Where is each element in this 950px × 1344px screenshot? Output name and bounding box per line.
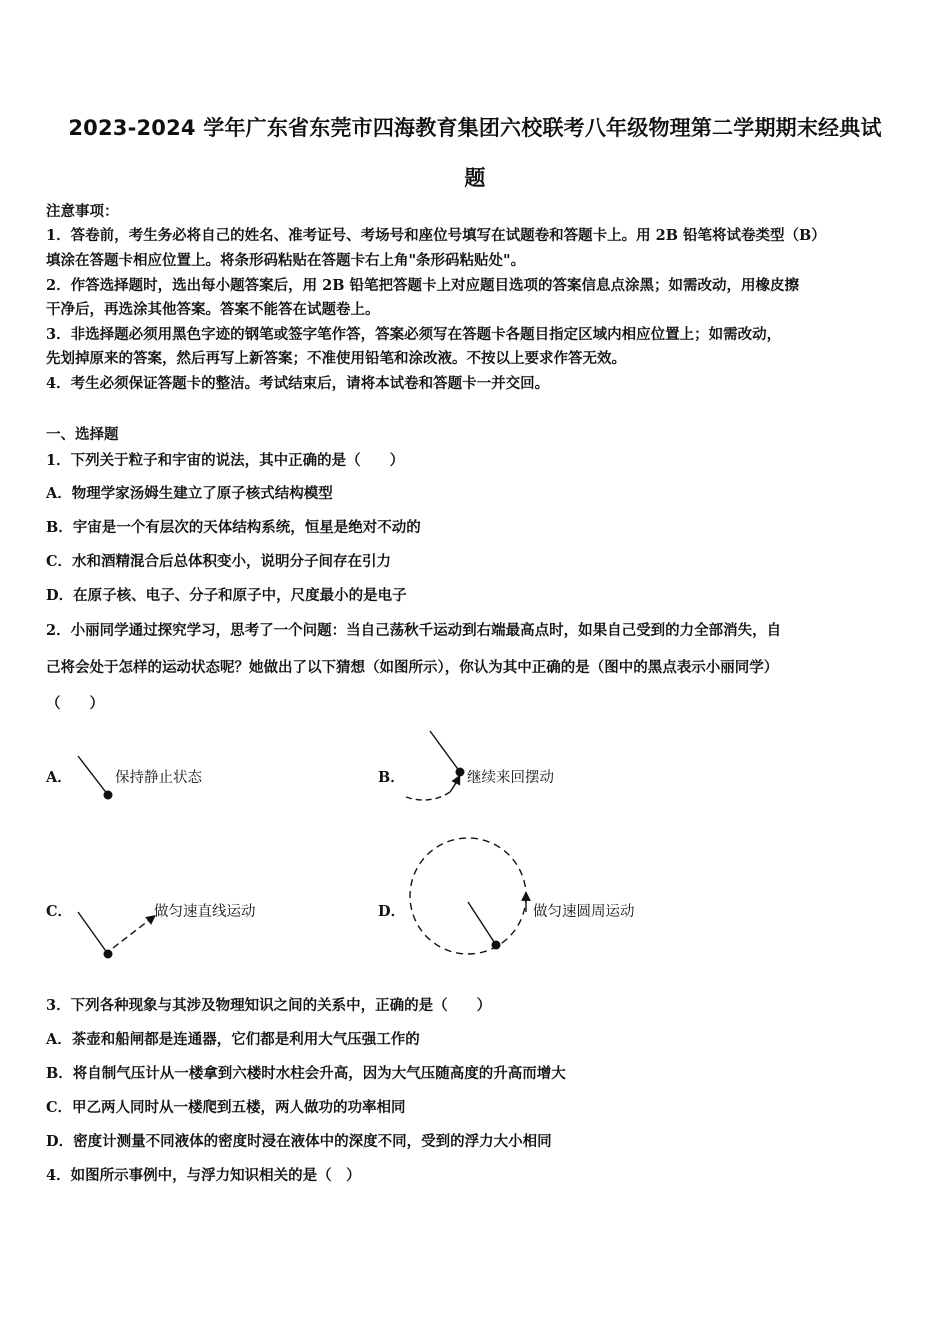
notice-heading: 注意事项： [46,203,119,220]
q2-option-d-caption: 做匀速圆周运动 [533,904,635,920]
option-b-dashed-arc [406,792,450,800]
option-c-string [78,912,108,954]
option-d-string [468,902,496,945]
notice-line: 干净后，再选涂其他答案。答案不能答在试题卷上。 [46,301,380,318]
option-d-pendulum-diagram [410,838,526,954]
q1-option-a: A．物理学家汤姆生建立了原子核式结构模型 [46,485,333,502]
q3-option-d: D．密度计测量不同液体的密度时浸在液体中的深度不同，受到的浮力大小相同 [46,1133,552,1150]
q1-option-b: B．宇宙是一个有层次的天体结构系统，恒星是绝对不动的 [46,519,421,536]
option-c-dashed-arrow [113,918,152,948]
option-a-ball [104,791,113,800]
option-b-string [430,731,460,772]
option-d-dashed-circle [410,838,526,954]
q2-option-d-label: D． [378,903,406,920]
q2-stem-line-2: 己将会处于怎样的运动状态呢？她做出了以下猜想（如图所示），你认为其中正确的是（图中的黑点表示小丽同学） [46,659,779,676]
q3-option-b: B．将自制气压计从一楼拿到六楼时水柱会升高，因为大气压随高度的升高而增大 [46,1065,566,1082]
notice-line: 4．考生必须保证答题卡的整洁。考试结束后，请将本试卷和答题卡一并交回。 [46,375,550,392]
q2-option-b-label: B． [378,769,405,786]
q2-option-b-caption: 继续来回摆动 [467,770,554,786]
q3-stem: 3．下列各种现象与其涉及物理知识之间的关系中，正确的是（ ） [46,997,492,1014]
q2-option-c-caption: 做匀速直线运动 [154,904,256,920]
notice-line: 1．答卷前，考生务必将自己的姓名、准考证号、考场号和座位号填写在试题卷和答题卡上。用 2B 铅笔将试卷类型（B） [46,227,826,244]
q1-option-d: D．在原子核、电子、分子和原子中，尺度最小的是电子 [46,587,407,604]
notice-line: 先划掉原来的答案，然后再写上新答案；不准使用铅笔和涂改液。不按以上要求作答无效。 [46,350,626,367]
q3-option-a: A．茶壶和船闸都是连通器，它们都是利用大气压强工作的 [46,1031,420,1048]
notice-line: 3．非选择题必须用黑色字迹的钢笔或签字笔作答，答案必须写在答题卡各题目指定区域内相应位置上；如需改动， [46,326,782,343]
q2-option-c-label: C． [46,903,73,920]
option-b-arrow [450,779,458,792]
notice-line: 2．作答选择题时，选出每小题答案后，用 2B 铅笔把答题卡上对应题目选项的答案信息点涂黑；如需改动，用橡皮擦 [46,277,800,294]
option-a-pendulum-diagram [78,756,113,800]
q2-option-a-label: A． [46,769,72,786]
option-b-ball [456,768,465,777]
section-heading: 一、选择题 [46,426,119,443]
option-a-string [78,756,108,795]
option-d-ball [492,941,501,950]
q1-stem: 1．下列关于粒子和宇宙的说法，其中正确的是（ ） [46,452,405,469]
q2-option-a-caption: 保持静止状态 [115,770,202,786]
q4-stem: 4．如图所示事例中，与浮力知识相关的是（ ） [46,1167,361,1184]
exam-title-line-2: 题 [464,166,486,190]
q2-stem-line-1: 2．小丽同学通过探究学习，思考了一个问题：当自己荡秋千运动到右端最高点时，如果自己受到的力全部消失，自 [46,622,782,639]
exam-title-line-1: 2023-2024 学年广东省东莞市四海教育集团六校联考八年级物理第二学期期末经典试 [68,116,882,140]
q1-option-c: C．水和酒精混合后总体积变小，说明分子间存在引力 [46,553,392,570]
q3-option-c: C．甲乙两人同时从一楼爬到五楼，两人做功的功率相同 [46,1099,406,1116]
q2-stem-line-3: （ ） [46,695,104,712]
notice-line: 填涂在答题卡相应位置上。将条形码粘贴在答题卡右上角"条形码粘贴处"。 [46,252,526,269]
option-b-pendulum-diagram [406,731,465,800]
option-c-ball [104,950,113,959]
option-c-pendulum-diagram [78,912,152,959]
